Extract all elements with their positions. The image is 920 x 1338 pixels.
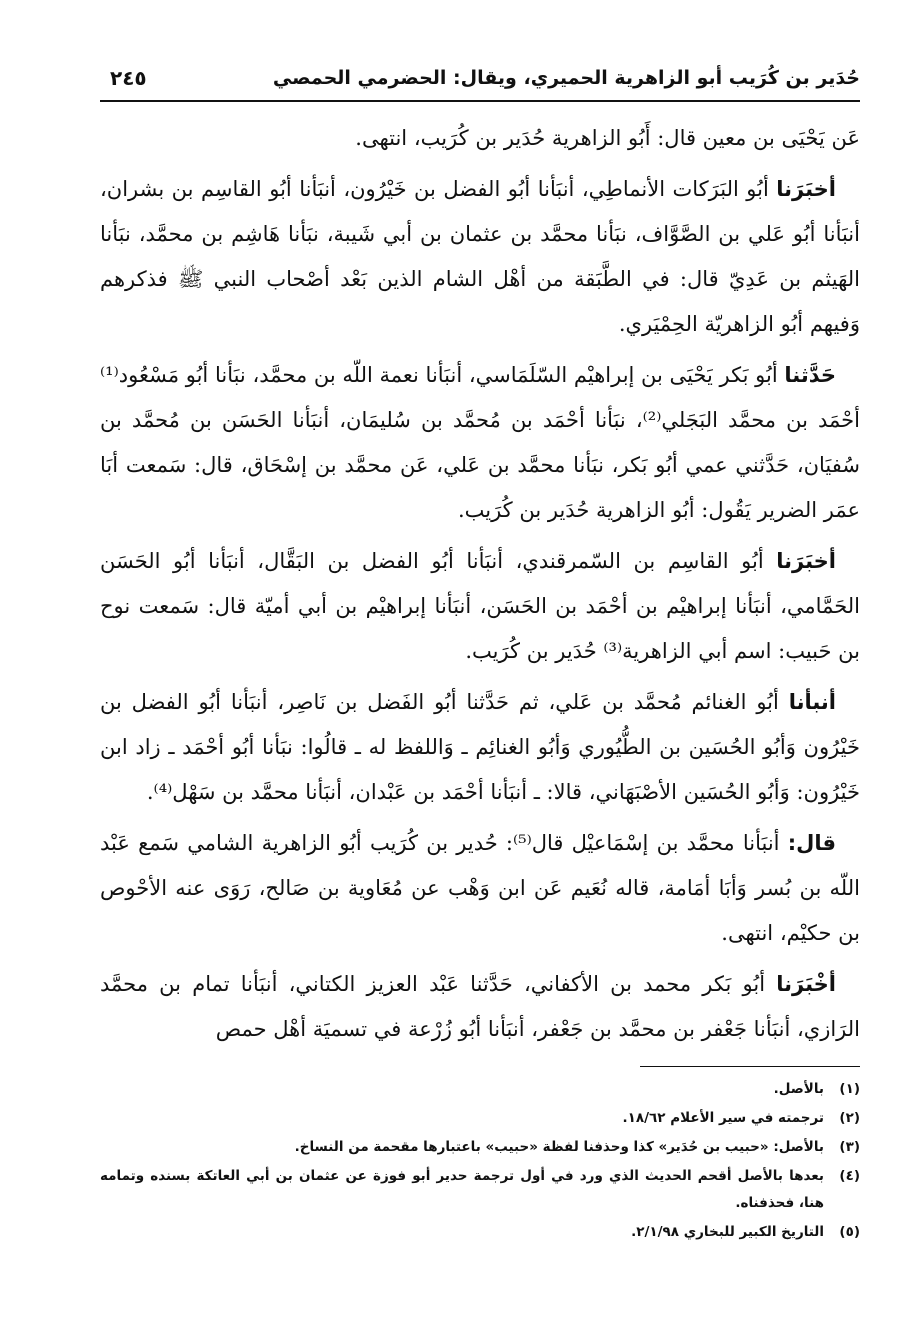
footnote-number: (١): [839, 1081, 860, 1097]
paragraph: [100, 539, 860, 674]
paragraph: [100, 116, 860, 161]
paragraph-lead: أنبأنا: [788, 690, 836, 714]
page-number: ٢٤٥: [110, 66, 147, 90]
paragraph-text: أبُو بَكر محمد بن الأكفاني، حَدَّثنا عَبْد العزيز الكتاني، أنبَأنا تمام بن محمَّد الرَازي، أنبَأنا جَعْفر بن محمَّد بن جَعْفر، أنبَأنا أبُو زُرْعة في تسميَة أهْل حمص: [100, 972, 860, 1041]
footnote: [100, 1105, 860, 1132]
footnote-number: (٤): [839, 1168, 860, 1184]
paragraph-text: أبُو بَكر يَحْيَى بن إبراهيْم السّلَمَاسي، أنبَأنا نعمة اللّه بن محمَّد، نبَأنا أبُو مَسْعُود⁽¹⁾ أحْمَد بن محمَّد البَجَلي⁽²⁾، نبَأنا أحْمَد بن مُحمَّد بن سُليمَان، أنبَأنا الحَسَن بن مُحمَّد بن سُفيَان، حَدَّثني عمي أبُو بَكر، نبَأنا محمَّد بن عَلي، عَن محمَّد بن إسْحَاق، قال: سَمعت أبَا عمَر الضرير يَقُول: أبُو الزاهرية حُدَير بن كُرَيب.: [100, 363, 860, 522]
footnote-number: (٣): [839, 1139, 860, 1155]
footnote-text: بالأصل: «حبيب بن حُدَير» كذا وحذفنا لفظة «حبيب» باعتبارها مقحمة من النساخ.: [294, 1139, 824, 1155]
paragraph-lead: أخبَرَنا: [776, 549, 836, 573]
running-title: حُدَير بن كُرَيب أبو الزاهرية الحميري، ويقال: الحضرمي الحمصي: [272, 67, 860, 89]
footnote-number: (٢): [839, 1110, 860, 1126]
paragraph-text: أبُو القاسِم بن السّمرقندي، أنبَأنا أبُو الفضل بن البَقَّال، أنبَأنا أبُو الحَسَن الحَمَّامي، أنبَأنا إبراهيْم بن أحْمَد بن الحَسَن، أنبَأنا إبراهيْم بن أبي أميّة قال: سَمعت نوح بن حَبيب: اسم أبي الزاهرية⁽³⁾ حُدَير بن كُرَيب.: [100, 549, 860, 663]
footnote: [100, 1134, 860, 1161]
paragraph: [100, 821, 860, 956]
paragraph: [100, 353, 860, 533]
paragraph-lead: أخبَرَنا: [776, 177, 836, 201]
header-rule: [100, 100, 860, 102]
footnote: [100, 1219, 860, 1246]
paragraph-lead: قال:: [787, 831, 836, 855]
footnote-separator: [640, 1066, 860, 1067]
footnote-text: بالأصل.: [773, 1081, 824, 1097]
footnotes: [100, 1076, 860, 1248]
paragraph-lead: حَدَّثنا: [784, 363, 836, 387]
paragraph-text: أبُو البَرَكات الأنماطِي، أنبَأنا أبُو الفضل بن خَيْرُون، أنبَأنا أبُو القاسِم بن بشران، أنبَأنا أبُو عَلي بن الصَّوَّاف، نبَأنا محمَّد بن عثمان بن أبي شَيبة، نبَأنا هَاشِم بن محمَّد، نبَأنا الهَيثم بن عَدِيّ قال: في الطَّبَقة من أهْل الشام الذين بَعْد أصْحاب النبي ﷺ فذكرهم وَفيهم أبُو الزاهريّة الحِمْيَري.: [100, 177, 860, 336]
footnote-text: ترجمته في سير الأعلام ١٨/٦٢.: [622, 1110, 824, 1126]
paragraph-text: عَن يَحْيَى بن معين قال: أَبُو الزاهرية حُدَير بن كُرَيب، انتهى.: [355, 126, 860, 150]
footnote-text: التاريخ الكبير للبخاري ٢/١/٩٨.: [631, 1224, 824, 1240]
running-header: [100, 58, 860, 98]
paragraph: [100, 962, 860, 1052]
paragraph: [100, 167, 860, 347]
paragraph-text: أنبَأنا محمَّد بن إسْمَاعيْل قال⁽⁵⁾: حُدير بن كُرَيب أبُو الزاهرية الشامي سَمع عَبْد اللّه بن بُسر وَأبَا أمَامة، قاله نُعَيم عَن ابن وَهْب عن مُعَاوية بن صَالح، رَوَى عنه الأحْوص بن حكيْم، انتهى.: [100, 831, 860, 945]
paragraph-text: أبُو الغنائم مُحمَّد بن عَلي، ثم حَدَّثنا أبُو الفَضل بن نَاصِر، أنبَأنا أبُو الفضل بن خَيْرُون وَأبُو الحُسَين بن الطُّيُوري وَأبُو الغنائِم ـ وَاللفظ له ـ قالُوا: نبَأنا أبُو أحْمَد ـ زاد ابن خَيْرُون: وَأبُو الحُسَين الأصْبَهَاني، قالا: ـ أنبَأنا أحْمَد بن عَبْدان، أنبَأنا محمَّد بن سَهْل⁽⁴⁾.: [100, 690, 860, 804]
footnote-text: بعدها بالأصل أقحم الحديث الذي ورد في أول ترجمة حدير أبو فوزة عن عثمان بن أبي العاتكة بسنده وتمامه هنا، فحذفناه.: [100, 1168, 824, 1211]
paragraph-lead: أخْبَرَنا: [776, 972, 836, 996]
main-text: [100, 116, 860, 1058]
paragraph: [100, 680, 860, 815]
footnote-number: (٥): [839, 1224, 860, 1240]
book-page: [100, 50, 860, 1310]
footnote: [100, 1163, 860, 1217]
footnote: [100, 1076, 860, 1103]
